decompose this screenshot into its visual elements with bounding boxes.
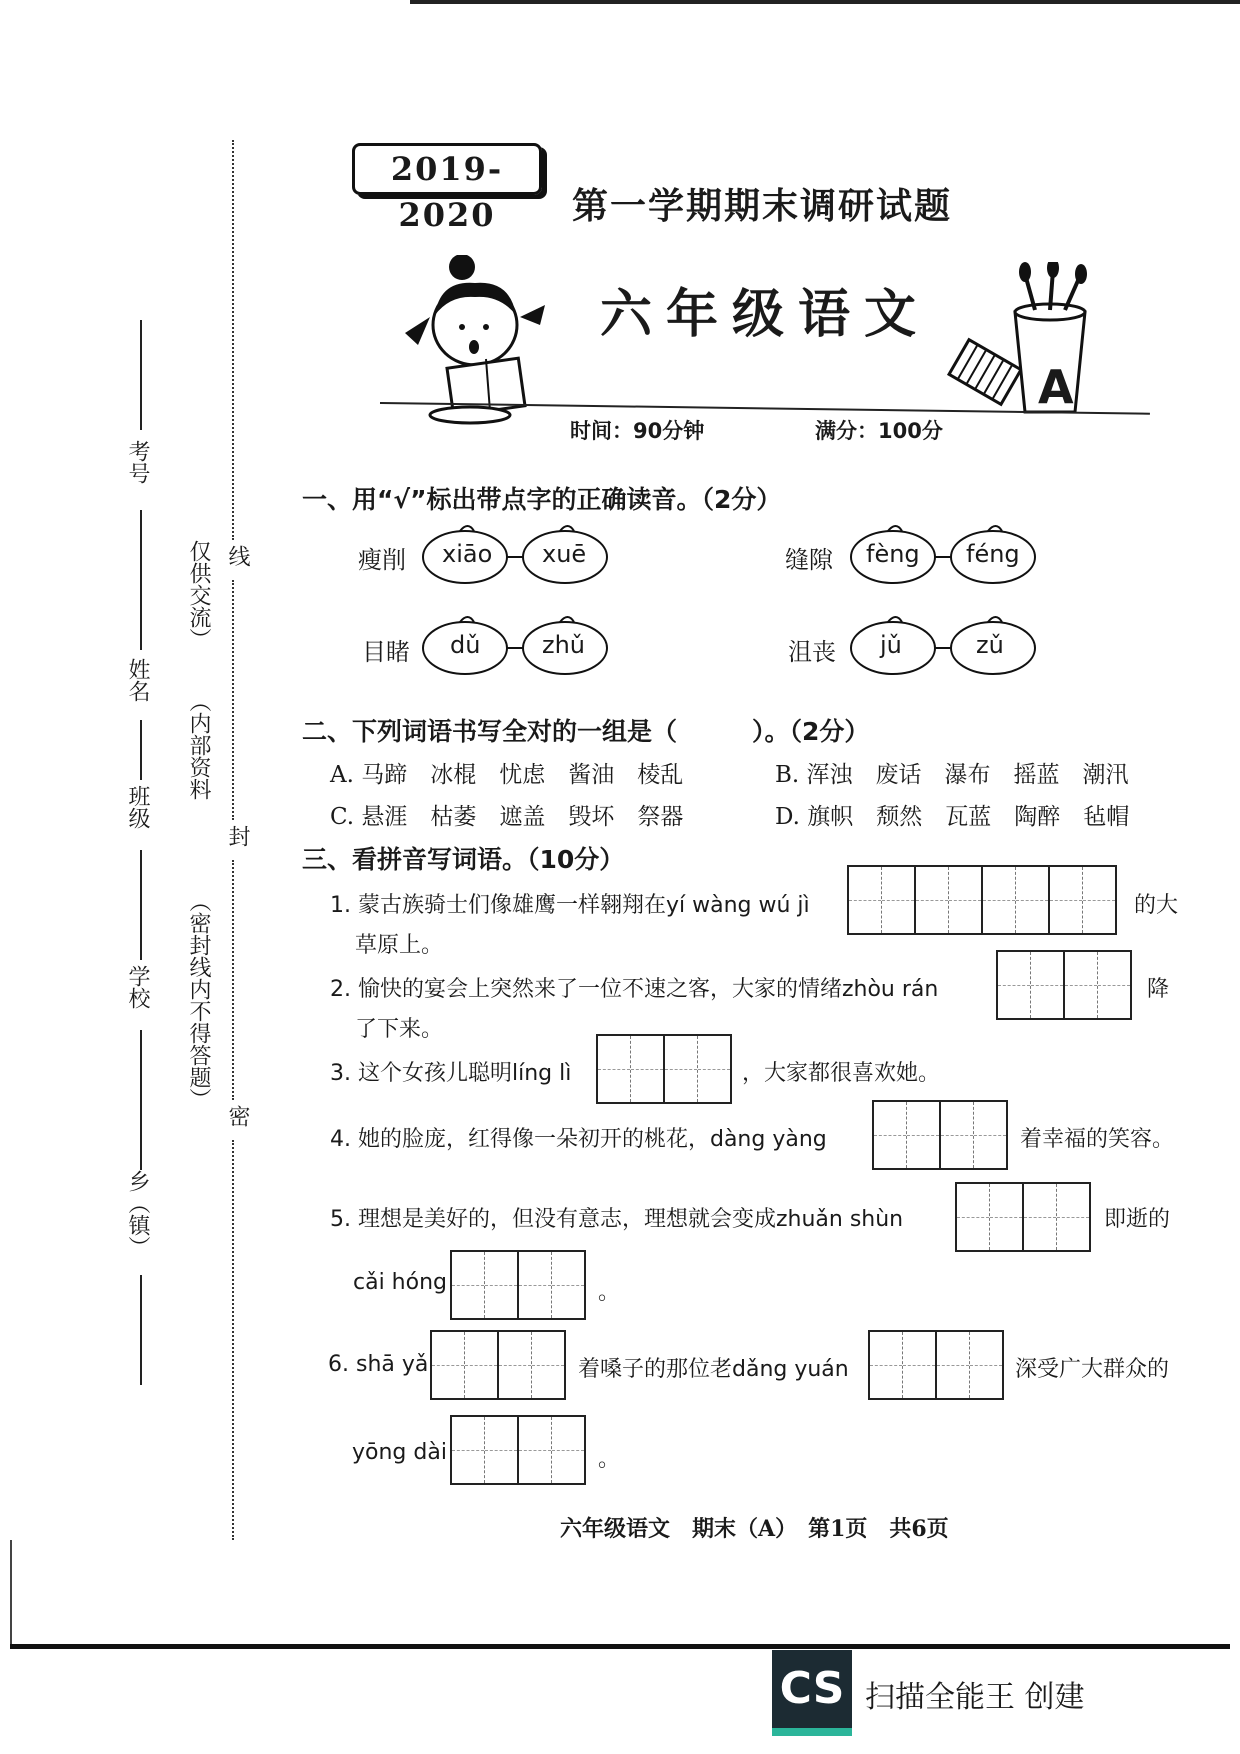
- margin-line-name: [140, 510, 142, 650]
- pen-cup-illustration: [945, 262, 1125, 432]
- s1-opt-2b[interactable]: féng: [966, 540, 1020, 568]
- grade-badge: A: [1038, 360, 1074, 414]
- s1-word-1: 瘦削: [358, 546, 406, 574]
- margin-line-class: [140, 720, 142, 780]
- q2-text: 2. 愉快的宴会上突然来了一位不速之客，大家的情绪zhòu rán: [330, 977, 939, 1002]
- label-seal-char: 封: [225, 825, 250, 847]
- girl-reading-illustration: [400, 255, 570, 425]
- seal-dotted-line-2: [232, 580, 234, 820]
- camscanner-logo-bar: [772, 1728, 852, 1736]
- q5-text: 5. 理想是美好的，但没有意志，理想就会变成zhuǎn shùn: [330, 1207, 904, 1232]
- q2-text-cont: 了下来。: [355, 1017, 444, 1042]
- s1-word-2: 缝隙: [785, 546, 833, 574]
- s1-opt-4b[interactable]: zǔ: [976, 631, 1004, 659]
- q5-answer-grid-2[interactable]: [450, 1250, 586, 1320]
- q4-text-after: 着幸福的笑容。: [1020, 1127, 1175, 1152]
- s2-option-b[interactable]: B. 浑浊 废话 瀑布 摇蓝 潮汛: [775, 762, 1129, 788]
- label-internal-a: （内部资料: [186, 690, 211, 800]
- s2-option-c[interactable]: C. 悬涯 枯萎 遮盖 毁坏 祭器: [330, 804, 684, 830]
- seal-dotted-line-1: [232, 140, 234, 540]
- q6-answer-grid-3[interactable]: [450, 1415, 586, 1485]
- label-exam-no: 考号: [125, 440, 150, 484]
- q6-answer-grid-1[interactable]: [430, 1330, 566, 1400]
- label-name: 姓名: [125, 658, 150, 702]
- q6-answer-grid-2[interactable]: [868, 1330, 1004, 1400]
- q4-text: 4. 她的脸庞，红得像一朵初开的桃花，dàng yàng: [330, 1127, 827, 1152]
- exam-time: 时间：90分钟: [570, 419, 705, 443]
- label-school: 学校: [125, 965, 150, 1009]
- camscanner-text: 扫描全能王 创建: [865, 1680, 1085, 1715]
- page-title: 六年级语文: [600, 284, 931, 345]
- scan-bottom-edge: [10, 1644, 1230, 1649]
- margin-line-bottom: [140, 1275, 142, 1385]
- s1-opt-1a[interactable]: xiāo: [442, 540, 493, 568]
- s1-opt-1b[interactable]: xuē: [542, 540, 587, 568]
- label-class: 班级: [125, 785, 150, 829]
- margin-line-school: [140, 850, 142, 960]
- margin-line-town: [140, 1030, 142, 1170]
- q3-answer-grid[interactable]: [596, 1034, 732, 1104]
- s1-opt-3b[interactable]: zhǔ: [542, 631, 586, 659]
- exam-full-score: 满分：100分: [815, 419, 943, 443]
- q5-text-after: 即逝的: [1104, 1207, 1171, 1232]
- q6-text-after: 深受广大群众的: [1015, 1357, 1170, 1382]
- section1-heading: 一、用“√”标出带点字的正确读音。（2分）: [302, 485, 782, 514]
- s2-option-a[interactable]: A. 马蹄 冰棍 忧虑 酱油 棱乱: [330, 762, 684, 788]
- section3-heading: 三、看拼音写词语。（10分）: [302, 845, 625, 874]
- page-footer: 六年级语文 期末（A） 第1页 共6页: [560, 1516, 949, 1542]
- section2-heading: 二、下列词语书写全对的一组是（ ）。（2分）: [302, 717, 870, 746]
- top-border-line: [410, 0, 1240, 4]
- q2-answer-grid[interactable]: [996, 950, 1132, 1020]
- q5-text-pinyin: cǎi hóng: [353, 1270, 447, 1295]
- q6-text: 6. shā yǎ: [328, 1352, 429, 1377]
- exam-subtitle: 第一学期期末调研试题: [572, 185, 953, 227]
- seal-dotted-line-4: [232, 1140, 234, 1540]
- s1-word-4: 沮丧: [788, 638, 836, 666]
- q1-text-after: 的大: [1134, 893, 1179, 918]
- label-town: 乡（镇）: [125, 1170, 150, 1258]
- q3-text-after: ，大家都很喜欢她。: [742, 1061, 941, 1086]
- s2-option-d[interactable]: D. 旗帜 颓然 瓦蓝 陶醉 毡帽: [775, 804, 1130, 830]
- label-internal-b: 仅供交流）: [186, 540, 211, 650]
- s1-word-3: 目睹: [362, 638, 410, 666]
- s1-opt-2a[interactable]: fèng: [866, 540, 920, 568]
- q6-text-mid: 着嗓子的那位老dǎng yuán: [578, 1357, 849, 1382]
- q5-text-end: 。: [598, 1280, 621, 1305]
- label-line-char: 线: [225, 545, 250, 567]
- margin-line-exam-no: [140, 320, 142, 430]
- q1-answer-grid[interactable]: [847, 865, 1117, 935]
- q6-text-pinyin: yōng dài: [352, 1440, 447, 1465]
- q1-text-cont: 草原上。: [355, 933, 444, 958]
- label-seal-note: （密封线内不得答题）: [186, 890, 211, 1110]
- label-secret-char: 密: [225, 1105, 250, 1127]
- year-badge: 2019-2020: [352, 143, 542, 195]
- q5-answer-grid-1[interactable]: [955, 1182, 1091, 1252]
- s1-opt-4a[interactable]: jǔ: [880, 631, 902, 659]
- scan-left-edge: [10, 1540, 12, 1644]
- q3-text: 3. 这个女孩儿聪明líng lì: [330, 1061, 572, 1086]
- s1-opt-3a[interactable]: dǔ: [450, 631, 481, 659]
- q1-text: 1. 蒙古族骑士们像雄鹰一样翱翔在yí wàng wú jì: [330, 893, 810, 918]
- q4-answer-grid[interactable]: [872, 1100, 1008, 1170]
- q6-text-end: 。: [598, 1447, 621, 1472]
- seal-dotted-line-3: [232, 860, 234, 1100]
- camscanner-logo: CS: [772, 1650, 852, 1736]
- q2-text-after: 降: [1147, 977, 1170, 1002]
